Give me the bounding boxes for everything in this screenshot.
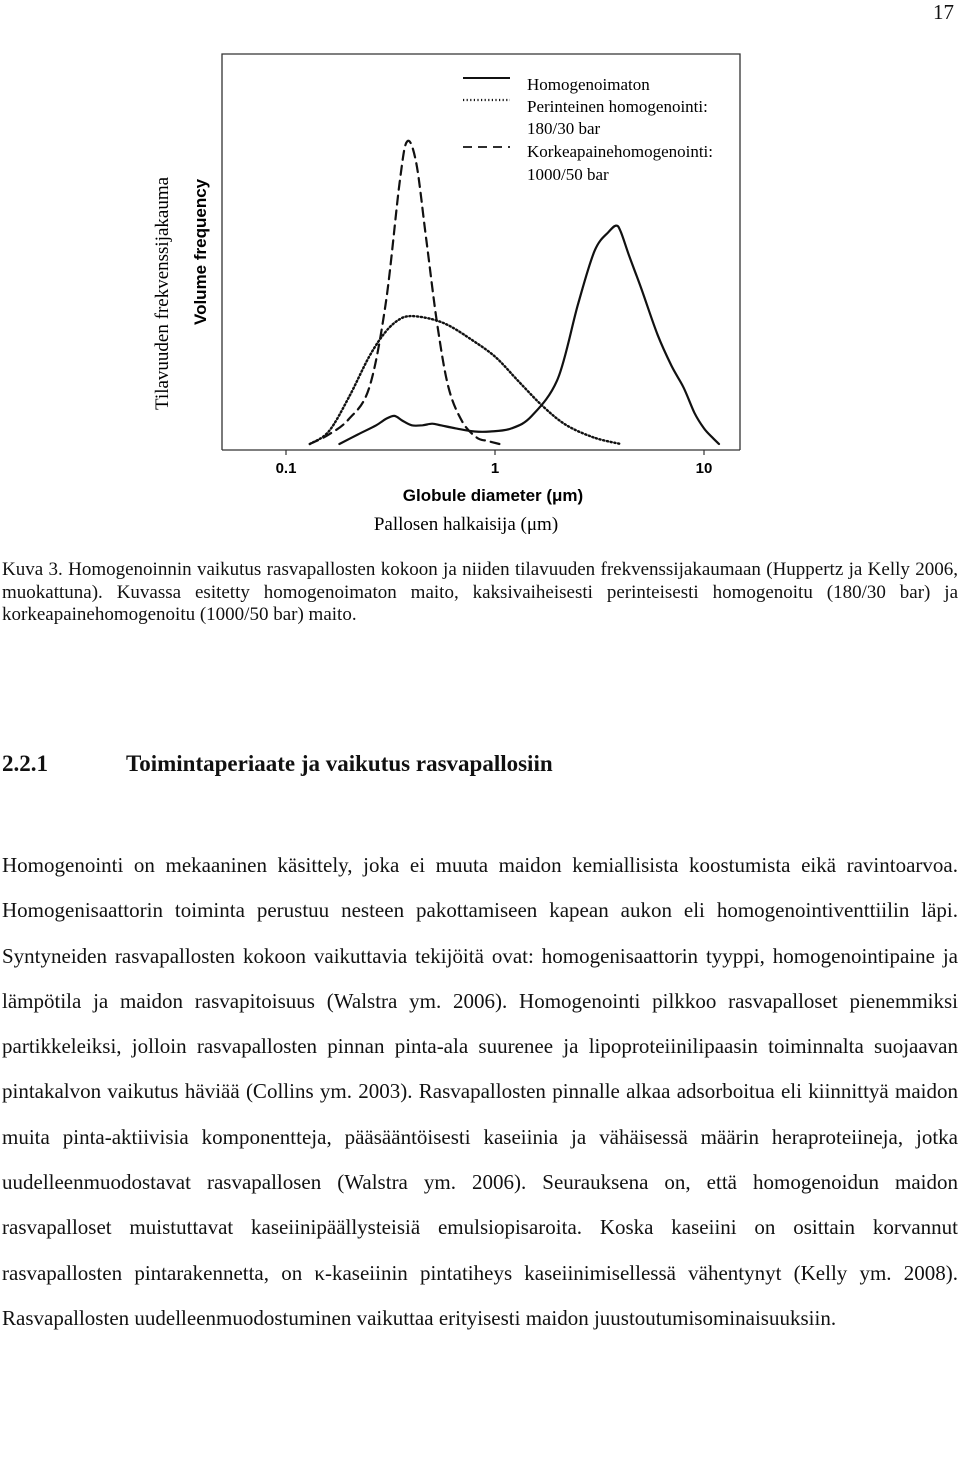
section-title: Toimintaperiaate ja vaikutus rasvapallosiin xyxy=(126,751,553,776)
legend-homogenized-none: Homogenoimaton xyxy=(527,75,650,94)
y-axis-label: Volume frequency xyxy=(191,178,210,325)
x-tick-label: 10 xyxy=(695,460,713,477)
legend xyxy=(463,75,713,184)
legend-high-pressure-line2: 1000/50 bar xyxy=(527,165,609,184)
x-tick-label: 1 xyxy=(490,460,500,477)
series-line-solid xyxy=(339,226,719,444)
x-axis-label: Globule diameter (μm) xyxy=(402,486,584,505)
figure-caption: Kuva 3. Homogenoinnin vaikutus rasvapallosten kokoon ja niiden tilavuuden frekvenssijakaumaan (Huppertz ja Kelly 2006, muokattuna). Kuvassa esitetty homogenoimaton maito, kaksivaiheisesti perinteisesti homogenoitu (180/30 bar) ja korkeapainehomogenoitu (1000/50 bar) maito. xyxy=(2,559,958,625)
x-ticks xyxy=(276,450,713,477)
page-number: 17 xyxy=(933,0,954,24)
x-axis-label-fi: Pallosen halkaisija (μm) xyxy=(373,514,559,535)
section-number: 2.2.1 xyxy=(2,751,48,776)
body-paragraph: Homogenointi on mekaaninen käsittely, joka ei muuta maidon kemiallisista koostumista eikä ravintoarvoa. Homogenisaattorin toiminta perustuu nesteen pakottamiseen kapean aukon eli homogenointiventtiilin läpi. Syntyneiden rasvapallosten kokoon vaikuttavia tekijöitä ovat: homogenisaattorin tyyppi, homogenointipaine ja lämpötila ja maidon rasvapitoisuus (Walstra ym. 2006). Homogenointi pilkkoo rasvapalloset pienemmiksi partikkeleiksi, jolloin rasvapallosten pinnan pinta-ala suurenee ja lipoproteiinilipaasin toiminnalta suojaavan pintakalvon vaikutus häviää (Collins ym. 2003). Rasvapallosten pinnalle alkaa adsorboitua eli kiinnittyä maidon muita pinta-aktiivisia komponentteja, pääsääntöisesti kaseiinia ja vähäisessä määrin heraproteiineja, jotka uudelleenmuodostavat rasvapallosen (Walstra ym. 2006). Seurauksena on, että homogenoidun maidon rasvapalloset muistuttavat kaseiinipäällysteisiä emulsiopisaroita. Koska kaseiini on osittain korvannut rasvapallosten pintarakennetta, on κ-kaseiinin pintatiheys kaseiinimisellessä vähentynyt (Kelly ym. 2008). Rasvapallosten uudelleenmuodostuminen vaikuttaa erityisesti maidon juustoutumisominaisuuksiin. xyxy=(2,853,958,1330)
x-tick-label: 0.1 xyxy=(275,460,297,477)
legend-traditional-line2: 180/30 bar xyxy=(527,119,601,138)
series-group xyxy=(310,141,719,444)
legend-high-pressure-line1: Korkeapainehomogenointi: xyxy=(527,142,714,161)
section-heading xyxy=(2,751,553,777)
figure-chart xyxy=(0,0,960,560)
series-line-dashed xyxy=(310,141,500,444)
series-line-dotted xyxy=(310,316,621,444)
legend-traditional-line1: Perinteinen homogenointi: xyxy=(527,97,708,116)
y-axis-label-fi: Tilavuuden frekvenssijakauma xyxy=(152,176,173,410)
